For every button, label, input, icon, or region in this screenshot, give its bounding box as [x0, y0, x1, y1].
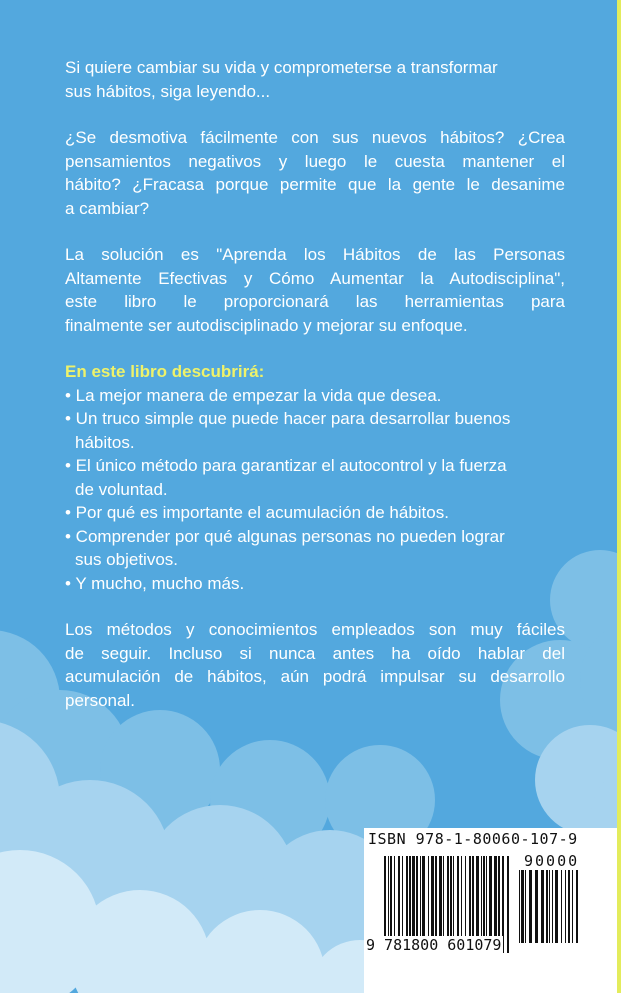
text-line: este libro le proporcionará las herramientas para — [65, 292, 565, 311]
text-line: hábitos. — [75, 432, 135, 452]
benefits-list — [65, 360, 565, 595]
barcode-bar — [521, 870, 524, 943]
intro-paragraph — [65, 56, 565, 103]
text-line: acumulación de hábitos, aún podrá impulsar su desarrollo — [65, 667, 565, 686]
list-item — [65, 384, 565, 408]
text-line: • Comprender por qué algunas personas no pueden lograr — [65, 526, 505, 546]
text-line: • Un truco simple que puede hacer para desarrollar buenos — [65, 409, 511, 428]
list-item — [65, 572, 565, 596]
text-line: Si quiere cambiar su vida y comprometerse a transformar — [65, 58, 498, 77]
barcode-bars — [364, 828, 618, 993]
text-line: • El único método para garantizar el autocontrol y la fuerza — [65, 456, 507, 475]
barcode-bar — [572, 870, 573, 943]
text-line: • Por qué es importante el acumulación de hábitos. — [65, 503, 449, 522]
barcode-bar — [525, 870, 526, 943]
back-cover-text — [65, 56, 565, 735]
list-heading: En este libro descubrirá: — [65, 362, 265, 381]
text-line: hábito? ¿Fracasa porque permite que la gente le desanime — [65, 175, 565, 194]
text-line: sus hábitos, siga leyendo... — [65, 81, 271, 101]
barcode-bar — [507, 856, 509, 953]
spine-edge — [617, 0, 621, 993]
text-line: Los métodos y conocimientos empleados son muy fáciles — [65, 620, 565, 639]
text-line: ¿Se desmotiva fácilmente con sus nuevos hábitos? ¿Crea — [65, 128, 565, 147]
text-line: de seguir. Incluso si nunca antes ha oído hablar del — [65, 643, 565, 663]
barcode-bar — [541, 870, 544, 943]
list-item — [65, 407, 565, 454]
list-item — [65, 501, 565, 525]
solution-paragraph — [65, 243, 565, 337]
ean-number: 9 781800 601079 — [366, 936, 502, 954]
text-line: sus objetivos. — [75, 550, 178, 569]
isbn-label: ISBN 978-1-80060-107-9 — [368, 830, 578, 848]
text-line: • Y mucho, mucho más. — [65, 573, 245, 593]
text-line: La solución es "Aprenda los Hábitos de las Personas — [65, 245, 565, 264]
list-item — [65, 454, 565, 501]
text-line: • La mejor manera de empezar la vida que desea. — [65, 385, 442, 405]
text-line: pensamientos negativos y luego le cuesta mantener el — [65, 151, 565, 171]
barcode-bar — [529, 870, 532, 943]
isbn-barcode — [364, 828, 618, 993]
closing-paragraph — [65, 618, 565, 712]
barcode-bar — [568, 870, 570, 943]
barcode-bar — [561, 870, 562, 943]
text-line: finalmente ser autodisciplinado y mejorar su enfoque. — [65, 315, 468, 335]
text-line: de voluntad. — [75, 479, 168, 499]
barcode-bar — [519, 870, 520, 943]
questions-paragraph — [65, 126, 565, 220]
text-line: a cambiar? — [65, 198, 150, 218]
barcode-bar — [546, 870, 548, 943]
barcode-bar — [535, 870, 538, 943]
barcode-bar — [555, 870, 558, 943]
barcode-bar — [576, 870, 578, 943]
text-line: Altamente Efectivas y Cómo Aumentar la Autodisciplina", — [65, 268, 565, 288]
barcode-bar — [565, 870, 566, 943]
barcode-bar — [549, 870, 550, 943]
list-item — [65, 525, 565, 572]
barcode-bar — [552, 870, 553, 943]
text-line: personal. — [65, 690, 135, 710]
addon-number: 90000 — [524, 852, 580, 870]
